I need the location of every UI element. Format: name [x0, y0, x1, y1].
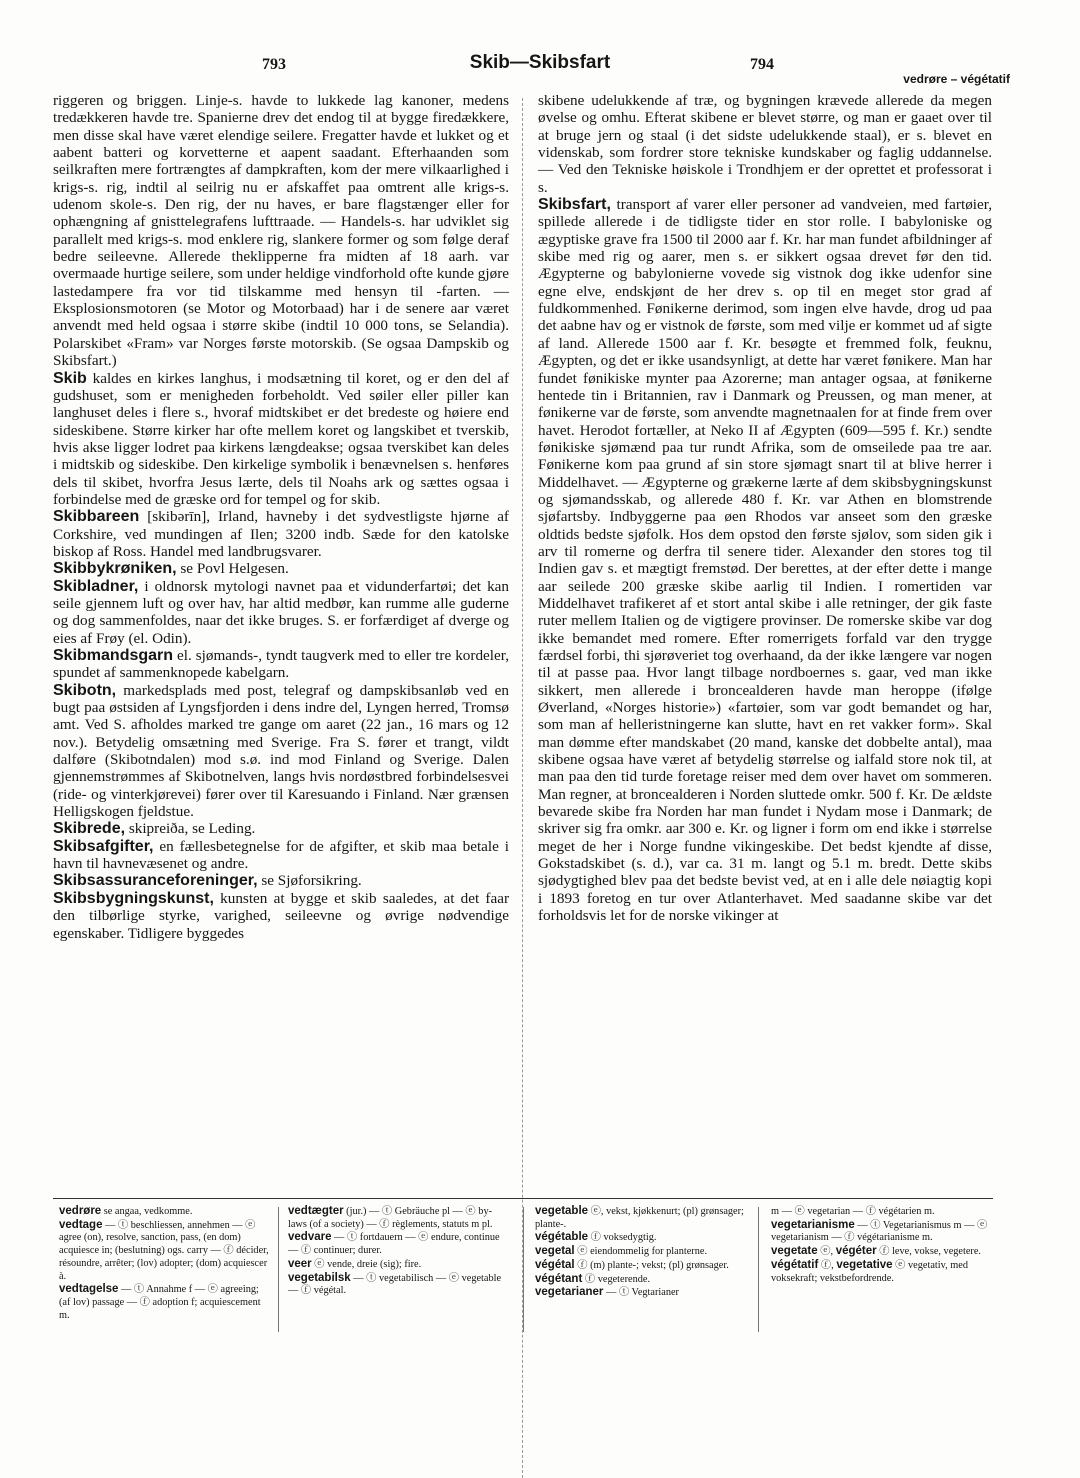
entry-skibrede [53, 820, 509, 837]
footer-column-1 [59, 1205, 271, 1322]
footer-text: — ⓣ Vegetarianismus m — ⓔ vegetarianism — ⓕ végétarianisme m. [771, 1219, 988, 1244]
footer-headword: vedtægter [288, 1205, 344, 1217]
footer-text: ⓔ, [817, 1246, 834, 1258]
footer-entry [535, 1205, 749, 1231]
entry-text: markedsplads med post, telegraf og dampskibsanløb ved en bugt paa østsiden af Lyngsfjorden i dens indre del, Lyngen herred, Tromsø amt. Ved S. afholdes marked tre gange om aaret (22 jan., 16 mars og 12 nov.). Betydelig omsætning med Sverige. Fra S. fører et trangt, vildt dalføre (Skibotndalen) mod s.ø. ind mod Finland og Sverige. Dalen gjennemstrømmes af Skibotnelven, langs hvis nordøstbred forbindelsesvei (ride- og vinterkjørevei) fører over til Karesuando i Finland. Nær grænsen Helligskogen fjeldstue. [53, 681, 509, 821]
footer-text: — ⓣ vegetabilisch — ⓔ vegetable — ⓕ végétal. [288, 1272, 502, 1297]
footer-divider [278, 1207, 279, 1332]
entry-skibotn [53, 682, 509, 821]
footer-entry [535, 1245, 749, 1259]
footer-text: ⓔ, vekst, kjøkkenurt; (pl) grønsager; plante-. [535, 1206, 744, 1230]
entry-text: se Povl Helgesen. [176, 560, 289, 578]
footer-headword: vegetarianer [535, 1286, 604, 1299]
footer-headword: vedrøre [59, 1205, 102, 1217]
footer-divider [758, 1207, 759, 1332]
footer-text: — ⓣ Annahme f — ⓔ agreeing; (af lov) passage — ⓕ adoption f; acquiescement m. [59, 1284, 261, 1321]
guide-words: vedrøre – végétatif [903, 72, 1010, 86]
footer-headword: vegetable [535, 1205, 589, 1217]
headword: Skibbykrøniken, [53, 560, 177, 578]
paragraph: skibene udelukkende af træ, og bygningen krævede allerede da megen øvelse og omhu. Efterat skibene er blevet større, og man er gaaet over til at bruge jern og staal (i det sidste udelukkende staal), er s. blevet en videnskab, som fordrer store tekniske kundskaber og faglig uddannelse. — Ved den Tekniske høiskole i Trondhjem er der oprettet et professorat i s. [538, 92, 992, 196]
footer-headword: vegetative [836, 1258, 893, 1271]
footer-entry [535, 1273, 749, 1287]
footer-text: m — ⓔ vegetarian — ⓕ végétarien m. [771, 1206, 935, 1217]
footer-entry [535, 1259, 749, 1273]
entry-skib [53, 370, 509, 509]
footer-text: ⓔ vende, dreie (sig); fire. [311, 1258, 422, 1270]
entry-skibbareen [53, 508, 509, 560]
footer-entry [288, 1272, 502, 1298]
footer-text: (jur.) — ⓣ Gebräuche pl — ⓔ by-laws (of a society) — ⓕ règlements, statuts m pl. [288, 1206, 493, 1230]
footer-text: — ⓣ beschliessen, annehmen — ⓔ agree (on), resolve, sanction, pass, (en dom) acquiesce in; (beslutning) ogs. carry — ⓕ décider, résoundre, arrêter; (lov) adopter; (dom) acquiescer à. [59, 1219, 269, 1282]
footer-headword: végétable [535, 1231, 589, 1244]
entry-skibbykroniken [53, 560, 509, 577]
entry-text: i oldnorsk mytologi navnet paa et vidunderfartøi; det kan seile gjennem luft og over hav, har altid medbør, kan rumme alle guderne og dog sammenfoldes, naar det ikke bruges. S. er forfærdiget af dverge og eies af Frøy (el. Odin). [53, 577, 509, 647]
footer-text: ⓕ vegeterende. [582, 1273, 651, 1285]
headword: Skibotn, [53, 681, 117, 699]
footer-headword: vegetate [771, 1245, 818, 1258]
footer-headword: végéter [835, 1245, 877, 1258]
footer-entry [771, 1205, 991, 1219]
headword: Skibrede, [53, 820, 126, 838]
footer-headword: végétatif [771, 1258, 819, 1271]
headword: Skibsassuranceforeninger, [53, 872, 258, 890]
headword: Skibmandsgarn [53, 647, 174, 664]
headword: Skibsafgifter, [53, 837, 154, 855]
footer-entry [288, 1205, 502, 1231]
footer-entry [59, 1283, 271, 1322]
footer-headword: végétal [535, 1258, 575, 1271]
footer-headword: vedvare [288, 1231, 332, 1244]
page-number-left: 793 [262, 56, 286, 73]
footer-text: — ⓣ fortdauern — ⓔ endure, continue — ⓕ continuer; durer. [288, 1232, 500, 1257]
footer-column-3 [535, 1205, 749, 1300]
footer-headword: vegetabilsk [288, 1271, 351, 1284]
footer-entry [59, 1219, 271, 1284]
footer-headword: veer [288, 1257, 312, 1270]
footer-headword: vegetarianisme [771, 1218, 855, 1231]
entry-text: transport af varer eller personer ad vandveien, med fartøier, spillede allerede i de tidligste tider en stor rolle. I babyloniske og ægyptiske grave fra 1500 til 2000 aar f. Kr. har man fundet afbildninger af skibe med rig og aarer, men s. er sikkert ogsaa drevet før den tid. Ægypterne og babylonierne vovede sig vistnok dog ikke udenfor sine egne elve, endskjønt de her drev s. op til en meget stor grad af fuldkommenhed. Fønikerne derimod, som ingen elve havde, drog ud paa det aabne hav og er vistnok de første, som med vilje er kommet ud af sigte af land. Allerede 1500 aar f. Kr. besøgte et fremmed folk, feuknu, Ægypten, og det er ikke usandsynligt, at dette har været fønikere. Man har fundet fønikiske mynter paa Azorerne; man antager ogsaa, at fønikerne hentede tin i Britannien, rav i Danmark og Preussen, og man mener, at fønikerne var de første, som anvendte magnetnaalen for at finde frem over havet. Herodot fortæller, at Neko II af Ægypten (609—595 f. Kr.) sendte fønikiske sjømænd paa tur rundt Afrika, som de omseilede paa tre aar. Fønikerne kom paa grund af sin store sjømagt snart til at blive herrer i Middelhavet. — Ægypterne og grækerne lærte af dem skibsbygningskunst og sjømandsskab, og allerede 480 f. Kr. var Athen en blomstrende sjøfartsby. Indbyggerne paa øen Rhodos var anseet som den græske oldtids bedste sjøfolk. Hos dem opstod den første sjølov, som siden gik i arv til romerne og derfra til senere tider. Alexander den stores tog til Indien gav s. et mægtigt fremstød. Der berettes, at der efter dette i mange aar seilede 200 græske skibe aarlig til Indien. I romertiden var Middelhavet trafikeret af et stort antal skibe i alle retninger, der gik faste ruter mellem Italien og de vigtigere provinser. De romerske skibe var dog ikke bemandet med romere. Efter romerrigets forfald var den trygge færdsel forbi, thi sjørøveriet tog overhaand, da der ikke længere var nogen til at passe paa. Hvor langt tilbage nordboernes s. gaar, ved man ikke sikkert, men allerede i broncealderen havde man heroppe (ifølge Øverland, «Norges historie») «fartøier, som var godt bemandet og har, som man af helleristningerne kan slutte, havt en ret vakker form». Skal man dømme efter mandskabet (20 mand, kanske det dobbelte antal), maa skibene ogsaa have været af betydelig størrelse og ialfald store nok til, at man paa den tid turde foretage reiser med dem over havet om sommeren. Man regner, at broncealderen i Norden sluttede omkr. 500 f. Kr. De ældste bevarede skibe fra Norden har man fundet i Nydam mose i Danmark; de skriver sig fra omkr. aar 300 e. Kr. og ligner i form om end ikke i størrelse meget de her i Norge fundne vikingeskibe. Det bedst kjendte af disse, Gokstadskibet (s. d.), var ca. 31 m. langt og 5.1 m. bredt. Dette skibs sjødygtighed blev paa det bedste bevist ved, at en i alle dele nøiagtig kopi i 1893 foretog en tur over Atlanterhavet. Med saadanne skibe var det forholdsvis let for de norske vikinger at [538, 196, 992, 925]
footer-entry [771, 1219, 991, 1245]
footer-entry [59, 1205, 271, 1219]
paragraph: riggeren og briggen. Linje-s. havde to lukkede lag kanoner, medens tredækkeren havde tre. Spanierne drev det endog til at bygge firedækkere, men disse skal have været elendige seilere. Fregatter havde et lukket og et aabent batteri og korvetterne et aapent saadant. Efterhaanden som seilkraften mere fortrængtes af dampkraften, kom der mere vilkaarlighed i krigs-s. rig, indtil al seilrig nu er afskaffet paa omtrent alle krigs-s. udenom skole-s. Den rig, der nu haves, er bare flagstænger eller for ophængning af gnisttelegrafens lufttraade. — Handels-s. har udviklet sig parallelt med krigs-s. mod enklere rig, slankere former og som følge deraf bedre seileevne. Allerede theklipperne fra midten af 18 aarh. var overmaade hurtige seilere, som under heldige vindforhold ofte kunde gjøre lastedampere fra vor tid tilskamme med hensyn til -farten. — Eksplosionsmotoren (se Motor og Motorbaad) har i de senere aar været anvendt med held ogsaa i større skibe (indtil 10 000 tons, se Selandia). Polarskibet «Fram» var Norges første motorskib. (Se ogsaa Dampskib og Skibsfart.) [53, 92, 509, 370]
footer-entry [288, 1231, 502, 1257]
entry-text: el. sjømands-, tyndt taugverk med to eller tre kordeler, spundet af sammenknopede kabelgarn. [53, 647, 509, 682]
footer-entry [535, 1286, 749, 1300]
footer-text: ⓔ vegetativ, med voksekraft; vekstbefordrende. [771, 1259, 968, 1284]
entry-text: [skibərīn], Irland, havneby i det sydvestligste hjørne af Corkshire, ved mundingen af Ilen; 3200 indb. Sæde for den katolske biskop af Ross. Handel med landbrugsvarer. [53, 508, 509, 560]
footer-entry [535, 1231, 749, 1245]
footer-text: ⓕ voksedygtig. [588, 1232, 657, 1244]
footer-entry [771, 1245, 991, 1259]
dictionary-footer [53, 1198, 993, 1399]
entry-text: kunsten at bygge et skib saaledes, at det faar den tilbørlige styrke, varighed, seileevne og øvrige nødvendige egenskaber. Tidligere byggedes [53, 889, 509, 942]
footer-entry [771, 1259, 991, 1285]
page-header [0, 50, 1080, 86]
headword: Skibsbygningskunst, [53, 889, 214, 907]
page-number-right: 794 [750, 56, 774, 73]
footer-column-2 [288, 1205, 502, 1298]
entry-skibsfart [538, 196, 992, 924]
footer-divider [523, 1207, 524, 1332]
footer-text: — ⓣ Vegtarianer [603, 1287, 679, 1299]
left-column [53, 92, 509, 942]
footer-headword: vedtagelse [59, 1283, 119, 1296]
footer-text: ⓕ, [818, 1259, 834, 1271]
entry-text: en fællesbetegnelse for de afgifter, et skib maa betale i havn til havnevæsenet og andre. [53, 837, 509, 873]
entry-text: se Sjøforsikring. [257, 872, 362, 890]
right-column [538, 92, 992, 925]
headword: Skibladner, [53, 577, 139, 595]
entry-text: kaldes en kirkes langhus, i modsætning til koret, og er den del af gudshuset, som er menigheden forbeholdt. Ved søiler eller piller kan langhuset deles i flere s., hvoraf midtskibet er det bredeste og høiere end sideskibene. Større kirker har ofte mellem koret og langskibet et tverskib, hvis akse ligger lodret paa kirkens længdeakse; ogsaa tverskibet kan deles i midtskib og sideskibe. Den kirkelige symbolik i benævnelsen s. henføres dels til skibet, hvorfra Jesus lærte, dels til Noahs ark og sættes ogsaa i forbindelse med de græske ord for tempel og for skib. [53, 369, 509, 508]
headword: Skibsfart, [538, 196, 611, 214]
footer-headword: végétant [535, 1272, 583, 1285]
footer-text: ⓔ eiendommelig for planterne. [574, 1246, 708, 1258]
entry-text: skipreiða, se Leding. [125, 820, 256, 838]
entry-skibsbygningskunst [53, 890, 509, 942]
footer-column-4 [771, 1205, 991, 1285]
footer-entry [288, 1258, 502, 1272]
running-title: Skib—Skibsfart [469, 52, 611, 73]
entry-skibsassuranceforeninger [53, 872, 509, 889]
entry-skibmandsgarn [53, 647, 509, 682]
entry-skibladner [53, 578, 509, 647]
footer-text: se angaa, vedkomme. [101, 1206, 193, 1217]
headword: Skibbareen [53, 508, 140, 526]
footer-text: ⓕ (m) plante-; vekst; (pl) grønsager. [574, 1259, 729, 1271]
footer-headword: vegetal [535, 1245, 575, 1258]
footer-headword: vedtage [59, 1218, 103, 1231]
entry-skibsafgifter [53, 838, 509, 873]
footer-text: ⓕ leve, vokse, vegetere. [876, 1246, 981, 1258]
headword: Skib [53, 369, 87, 387]
